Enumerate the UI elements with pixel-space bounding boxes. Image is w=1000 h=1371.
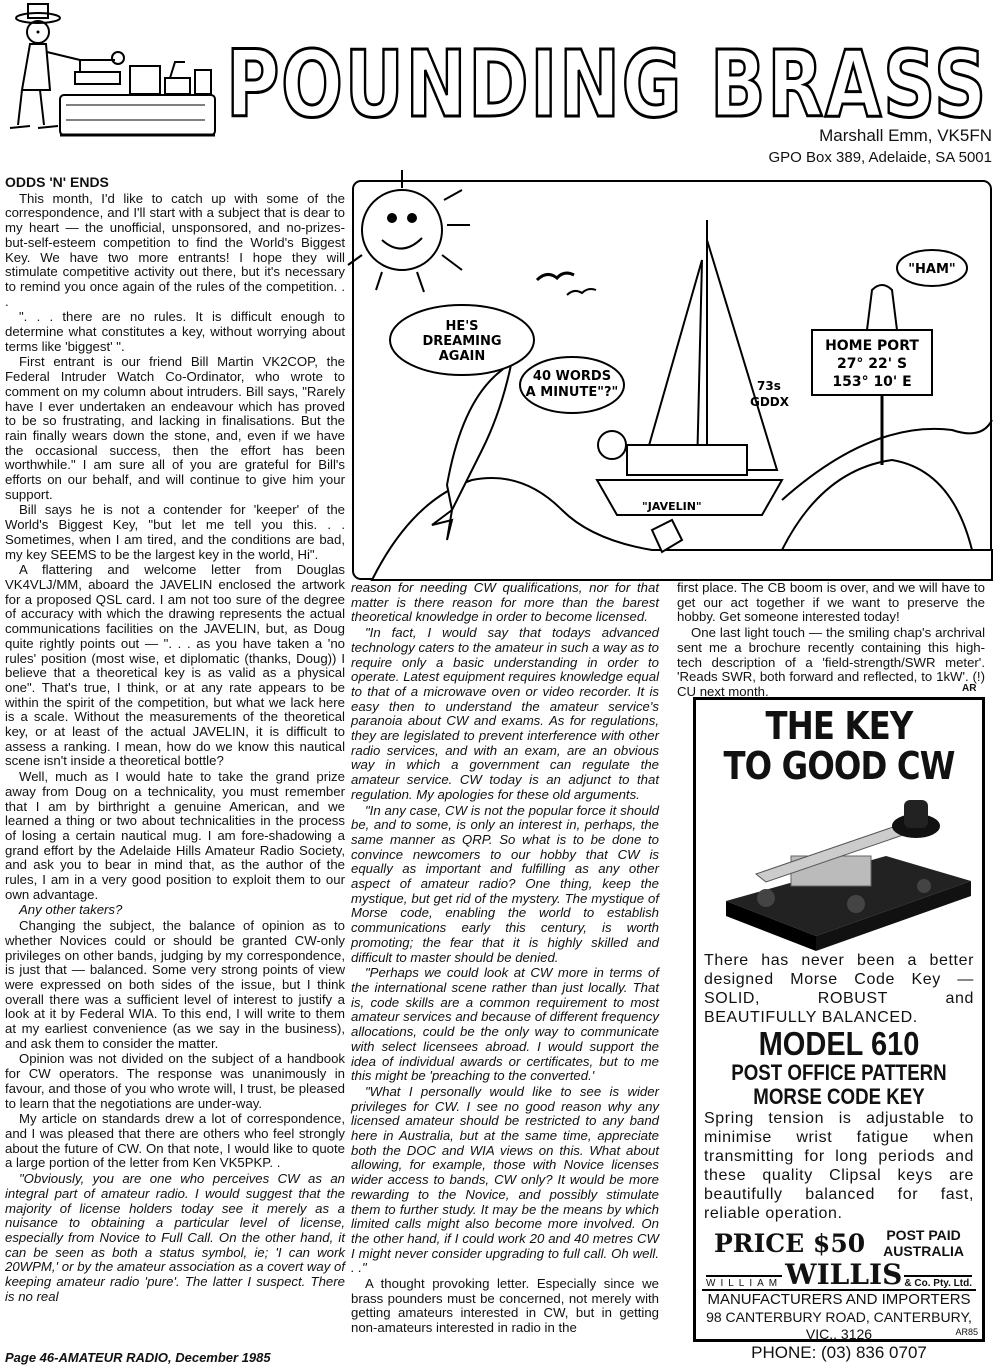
paragraph: A thought provoking letter. Especially since we brass pounders must be concerned, not merely with getting amateurs interested in CW, but in getting non-amateurs interested in radio in the [351, 1276, 659, 1336]
boat-speech-bubble [520, 357, 624, 413]
boat-name: "JAVELIN" [642, 500, 702, 513]
paragraph: Well, much as I would hate to take the grand prize away from Doug on a technicality, you must remember that I am by birthright a genuine American, and we learned a thing or two about technicalities in the process of losing a certain nautical mug. I am fore-shadowing a grand effort by the Adelaide Hills Amateur Radio Society, and ask you to bear in mind that, as the author of the rules, I am in a very good position to exploit them to our own advantage. [5, 769, 345, 902]
brand-small: WILLIAM [706, 1275, 782, 1289]
column-1 [5, 175, 345, 1345]
paragraph: "Perhaps we could look at CW more in terms of the international scene rather than just locally. That is, code skills are a common requirement to most amateur services and because of different frequency allocations, could be the only way to communicate with select licensees abroad. I would support the idea of individual awards or certificates, but to me this might be 'preaching to the converted.' [351, 965, 659, 1084]
morse-key-photo [696, 786, 982, 951]
javelin-cartoon [352, 180, 992, 580]
ad-phone: PHONE: (03) 836 0707 [751, 1343, 927, 1362]
paragraph: My article on standards drew a lot of correspondence, and I was pleased that there are others who feel strongly about the future of CW. On that note, I would like to quote a large portion of the letter from Ken VK5PKP. . [5, 1111, 345, 1171]
paragraph: Any other takers? [19, 902, 123, 918]
paragraph: First entrant is our friend Bill Martin VK2COP, the Federal Intruder Watch Co-Ordinator, who wrote to comment on my column about intruders. Bill says, "Rarely have I ever undertaken an endeavour which has proved to be so frustrating, and lacking in finalisations. But the rain finally wears down the stone, and, even if we have the occasional success, then the effort has been worthwhile." I am sure all of you are grateful for Bill's efforts on our behalf, and will continue to give him your support. [5, 354, 345, 502]
ad-headline-1: THE KEY [765, 704, 913, 748]
svg-text:A MINUTE"?": A MINUTE"?" [525, 385, 619, 400]
svg-text:153° 10' E: 153° 10' E [832, 374, 912, 390]
author-name: Marshall Emm, VK5FN [819, 126, 992, 145]
ad-intro-text: There has never been a better designed Morse Code Key — SOLID, ROBUST and BEAUTIFULLY BALANCED. [704, 952, 974, 1026]
ad-model: MODEL 610 [758, 1025, 920, 1062]
svg-text:27° 22' S: 27° 22' S [836, 356, 908, 372]
svg-text:HE'S: HE'S [445, 319, 479, 334]
fish-speech-bubble [390, 305, 534, 375]
paragraph: "In fact, I would say that todays advanced technology caters to the amateur in such a way as to require only a basic understanding in order to operate. Latest equipment requires knowledge equal to that of a microwave oven or video recorder. It is easy then to understand the amateur service's paranoia about CW and exams. As for regulations, they are legislated to prevent interference with other radio services, and with an exam, are an obvious way in which a government can regulate the amateur service. CW today is an adjunct to that regulation. My apologies for these old arguments. [351, 625, 659, 802]
paragraph: "In any case, CW is not the popular force it should be, and to some, is only an interest in, perhaps, the same manner as QRP. So what is to be done to convince newcomers to our hobby that CW is equally as important and fulfilling as any other aspect of amateur radio? One thing, keep the mystique, but get rid of the mystery. The mystique of Morse code, enabling the world to establish communications early this century, is worth promoting; the fear that it is highly skilled and difficult to master should be denied. [351, 802, 659, 965]
ad-manufacturer: MANUFACTURERS AND IMPORTERS [707, 1291, 971, 1308]
paragraph: A flattering and welcome letter from Douglas VK4VLJ/MM, aboard the JAVELIN enclosed the artwork for a proposed QSL card. I am not too sure of the degree of accuracy with which the drawing represents the actual communications facilities on the JAVELIN, but, as Doug quite rightly points out — ". . . as you have taken a 'no rules' position (most wise, et diplomatic (thanks, Doug)) I believe that a theoretical key is as valid as a physical one". That's true, I think, or at any rate appears to be within the spirit of the competition, but what we lack here is a scale. Without the measurements of the theoretical key, or at least of the actual JAVELIN, it is difficult to assess a ranking. I mean, how do we know this nautical scene isn't inside a theoretical bottle? [5, 562, 345, 769]
page-title-text: POUNDING BRASS [226, 31, 988, 138]
paragraph: first place. The CB boom is over, and we will have to get our act together if we want to preserve the hobby. Get someone interested today! [677, 580, 985, 625]
section-heading: ODDS 'N' ENDS [5, 174, 109, 190]
paragraph: "Obviously, you are one who perceives CW as an integral part of amateur radio. I would suggest that the majority of license holders today see it merely as a nuisance to obtaining a particular level of license, especially from Novice to Full Call. On the other hand, it can be seen as both a status symbol, ie; 'I can work 20WPM,' or by the amateur association as a covert way of keeping amateur radio 'pure'. The latter I suspect. There is no real [5, 1171, 345, 1304]
ad-key-type: MORSE CODE KEY [753, 1084, 925, 1109]
svg-text:GDDX: GDDX [750, 395, 790, 409]
paragraph: One last light touch — the smiling chap's archrival sent me a brochure recently containing this high-tech description of a 'field-strength/SWR meter'. 'Reads SWR, both forward and reflected, to 1kW'. (!) CU next month. [677, 625, 985, 699]
ad-pattern: POST OFFICE PATTERN [731, 1060, 947, 1085]
brand-name: WILLIS [785, 1258, 903, 1291]
page-footer: Page 46-AMATEUR RADIO, December 1985 [5, 1350, 271, 1365]
ad-description: Spring tension is adjustable to minimise wrist fatigue when transmitting for long periods and these quality Clipsal keys are beautifully balanced for fast, reliable operation. [704, 1110, 974, 1222]
svg-text:40 WORDS: 40 WORDS [532, 369, 612, 384]
svg-text:HOME PORT: HOME PORT [825, 338, 919, 354]
brand-suffix: & Co. Pty. Ltd. [904, 1275, 972, 1289]
column-2 [351, 581, 659, 1346]
ad-code: AR85 [955, 1327, 978, 1337]
author-address: GPO Box 389, Adelaide, SA 5001 [768, 149, 992, 166]
paragraph: reason for needing CW qualifications, nor for that matter is there reason for more than the barest theoretical knowledge in order to become licensed. [351, 580, 659, 625]
advertisement [693, 697, 985, 1362]
byline [769, 125, 993, 169]
paragraph: This month, I'd like to catch up with some of the correspondence, and I'll start with a subject that is dear to my heart — the unofficial, unsponsored, and no-prizes-but-self-esteem competition to find the World's Biggest Key. We have two more entrants! I hope they will stimulate competitive activity out there, but it's necessary to remind you once again of the rules of the competition. . . [5, 190, 345, 309]
morse-operator-logo [0, 0, 220, 145]
paragraph: Opinion was not divided on the subject of a handbook for CW operators. The response was unanimously in favour, and those of you who wrote will, I trust, be pleased to learn that the negotiations are under-way. [5, 1051, 345, 1111]
ad-post-paid: POST PAID AUSTRALIA [883, 1227, 964, 1259]
svg-text:AGAIN: AGAIN [438, 349, 486, 364]
seagull-speech-bubble [897, 250, 967, 286]
svg-text:73s: 73s [757, 379, 781, 393]
column-3 [677, 580, 985, 699]
ad-headline-2: TO GOOD CW [723, 744, 955, 788]
paragraph: ". . . there are no rules. It is difficult enough to determine what constitutes a key, without worrying about terms like 'biggest' ". [5, 309, 345, 354]
paragraph: Changing the subject, the balance of opinion as to whether Novices could or should be granted CW-only privileges on other bands, judging by my correspondence, is just that — balanced. Some very strong points of view were expressed on both sides of the issue, but I think overall there was a sufficient level of interest to justify a look at it by Federal WIA. To this end, I will write to them at my earliest convenience (as we say in the business), and ask them to consider the matter. [5, 918, 345, 1051]
ad-address: 98 CANTERBURY ROAD, CANTERBURY, VIC., 3126 [706, 1309, 972, 1342]
paragraph: "What I personally would like to see is wider privileges for CW. I see no good reason why any licensed amateur should be restricted to any band here in Australia, but at the same time, appreciate both the DOC and WIA views on this. What about allowing, for example, those with Novice licenses wider access to bands, CW only? It would be more rewarding to the Novice, and possibly stimulate them to further study. It may be the means by which limited calls might also become more involved. On the other hand, if I could work 20 and 40 metres CW I might never consider upgrading to full call. Oh well. . ." [351, 1083, 659, 1276]
svg-text:DREAMING: DREAMING [422, 334, 502, 349]
paragraph: Bill says he is not a contender for 'keeper' of the World's Biggest Key, "but let me tell you this. . . Sometimes, when I am tired, and the conditions are bad, my key SEEMS to be the largest key in the world, Hi". [5, 502, 345, 562]
ad-price: PRICE $50 [714, 1228, 866, 1258]
end-mark: AR [962, 683, 977, 694]
willis-logo [702, 1258, 976, 1291]
svg-text:"HAM": "HAM" [908, 262, 956, 277]
